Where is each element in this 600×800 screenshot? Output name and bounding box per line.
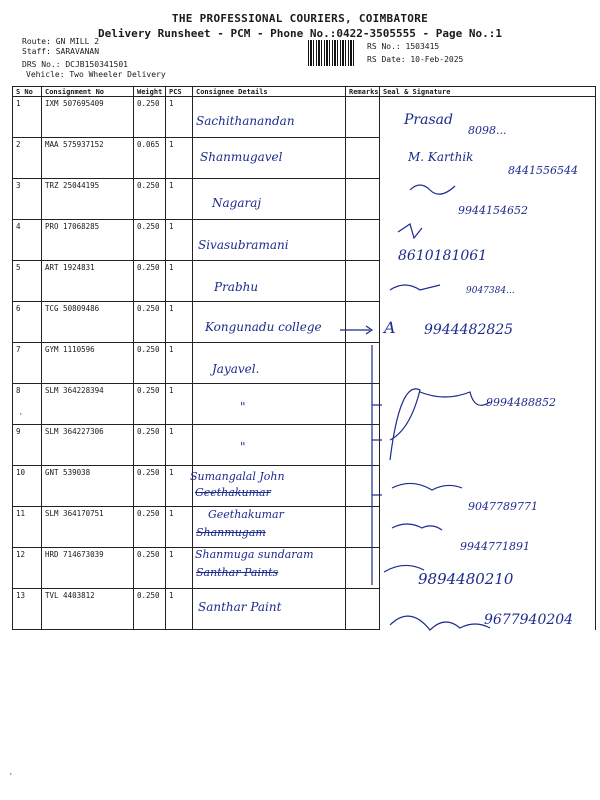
row-pcs: 1	[166, 343, 193, 384]
handwritten-consignee: Shanmugavel	[200, 150, 283, 164]
signature-phone: 9944771891	[460, 540, 530, 553]
col-consignee: Consignee Details	[193, 87, 346, 97]
rs-date: RS Date: 10-Feb-2025	[367, 55, 464, 64]
col-pcs: PCS	[166, 87, 193, 97]
signature: Prasad	[404, 112, 453, 128]
row-consignment: GNT 539038	[42, 466, 134, 507]
handwritten-consignee: Jayavel.	[212, 362, 260, 376]
signature-phone: 9944482825	[424, 322, 514, 338]
signature-phone: 9677940204	[484, 612, 574, 628]
row-weight: 0.250	[134, 97, 166, 138]
signature-phone: 8441556544	[508, 164, 578, 177]
handwritten-consignee: "	[240, 400, 246, 414]
row-consignment: SLM 364170751	[42, 507, 134, 548]
row-sno: 8	[13, 384, 42, 425]
handwritten-consignee: Nagaraj	[212, 196, 262, 210]
runsheet-subtitle: Delivery Runsheet - PCM - Phone No.:0422-3505555 - Page No.:1	[98, 27, 502, 40]
staff-label: Staff: SARAVANAN	[22, 47, 100, 56]
row-pcs: 1	[166, 302, 193, 343]
col-consignment: Consignment No	[42, 87, 134, 97]
handwritten-consignee: "	[240, 440, 246, 454]
row-pcs: 1	[166, 220, 193, 261]
col-remarks: Remarks	[346, 87, 380, 97]
row-consignment: MAA 575937152	[42, 138, 134, 179]
row-weight: 0.065	[134, 138, 166, 179]
col-weight: Weight	[134, 87, 166, 97]
row-weight: 0.250	[134, 384, 166, 425]
handwritten-consignee: Shanmuga sundaram	[195, 548, 314, 561]
vehicle-label: Vehicle: Two Wheeler Delivery	[26, 70, 166, 79]
row-weight: 0.250	[134, 425, 166, 466]
row-pcs: 1	[166, 507, 193, 548]
row-pcs: 1	[166, 261, 193, 302]
handwritten-consignee: Sachithanandan	[196, 114, 295, 128]
signature-phone: 9047789771	[468, 500, 538, 513]
signature-phone: 9994488852	[486, 396, 556, 409]
row-weight: 0.250	[134, 343, 166, 384]
row-sno: 12	[13, 548, 42, 589]
row-consignment: TCG 50809486	[42, 302, 134, 343]
row-pcs: 1	[166, 548, 193, 589]
row-consignment: PRO 17068285	[42, 220, 134, 261]
row-sno: 1	[13, 97, 42, 138]
signature-phone: 8098...	[468, 124, 507, 137]
crossed-out-text: Shanmugam	[196, 526, 266, 539]
row-pcs: 1	[166, 589, 193, 630]
handwritten-consignee: Geethakumar	[208, 508, 284, 521]
row-sno: 3	[13, 179, 42, 220]
stray-dot: ·	[18, 410, 24, 420]
row-weight: 0.250	[134, 220, 166, 261]
remark-mark: A	[384, 318, 396, 337]
row-sno: 4	[13, 220, 42, 261]
row-sno: 7	[13, 343, 42, 384]
col-sno: S No	[13, 87, 42, 97]
row-sno: 11	[13, 507, 42, 548]
row-pcs: 1	[166, 466, 193, 507]
handwritten-consignee: Kongunadu college	[205, 320, 322, 334]
signature: M. Karthik	[408, 150, 474, 164]
handwritten-consignee: Sumangalal John	[190, 470, 285, 483]
company-title: THE PROFESSIONAL COURIERS, COIMBATORE	[171, 12, 429, 25]
row-consignment: HRD 714673039	[42, 548, 134, 589]
row-sno: 2	[13, 138, 42, 179]
crossed-out-text: Santhar Paints	[196, 566, 279, 579]
row-pcs: 1	[166, 425, 193, 466]
handwritten-consignee: Sivasubramani	[198, 238, 289, 252]
crossed-out-text: Geethakumar	[195, 486, 271, 499]
handwritten-consignee: Santhar Paint	[198, 600, 282, 614]
row-sno: 5	[13, 261, 42, 302]
row-consignment: SLM 364228394	[42, 384, 134, 425]
drs-number: DRS No.: DCJB150341501	[22, 60, 128, 69]
route-label: Route: GN MILL 2	[22, 37, 100, 46]
row-sno: 6	[13, 302, 42, 343]
row-consignment: TVL 4403812	[42, 589, 134, 630]
row-consignment: GYM 1110596	[42, 343, 134, 384]
stray-dot: ·	[8, 770, 14, 780]
row-pcs: 1	[166, 97, 193, 138]
row-pcs: 1	[166, 384, 193, 425]
row-consignment: ART 1924831	[42, 261, 134, 302]
row-weight: 0.250	[134, 179, 166, 220]
col-signature: Seal & Signature	[380, 87, 596, 97]
handwritten-consignee: Prabhu	[214, 280, 259, 294]
row-weight: 0.250	[134, 589, 166, 630]
row-weight: 0.250	[134, 466, 166, 507]
row-weight: 0.250	[134, 507, 166, 548]
row-weight: 0.250	[134, 302, 166, 343]
row-sno: 10	[13, 466, 42, 507]
row-weight: 0.250	[134, 548, 166, 589]
signature-phone: 9944154652	[458, 204, 528, 217]
signature-phone: 9894480210	[418, 570, 514, 588]
row-sno: 13	[13, 589, 42, 630]
row-pcs: 1	[166, 179, 193, 220]
row-consignment: SLM 364227306	[42, 425, 134, 466]
row-weight: 0.250	[134, 261, 166, 302]
row-pcs: 1	[166, 138, 193, 179]
signature-phone: 9047384...	[466, 286, 515, 296]
rs-number: RS No.: 1503415	[367, 42, 440, 51]
row-sno: 9	[13, 425, 42, 466]
signature-phone: 8610181061	[398, 248, 488, 264]
row-consignment: TRZ 25044195	[42, 179, 134, 220]
row-consignment: IXM 507695409	[42, 97, 134, 138]
